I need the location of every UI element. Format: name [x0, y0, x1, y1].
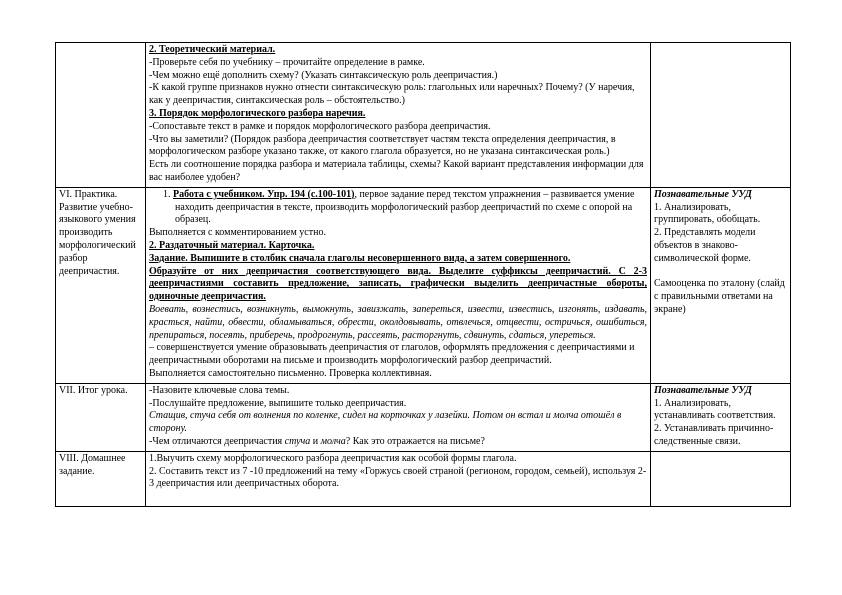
stage-cell: [56, 187, 146, 383]
text-run: 1.Выучить схему морфологического разбора деепричастия как особой формы глагола.: [149, 452, 517, 464]
text-run: 2. Представлять модели объектов в знаково-символической форме.: [654, 227, 756, 264]
text-run: Познавательные УУД: [654, 188, 752, 200]
paragraph: [59, 189, 142, 202]
paragraph: [59, 453, 142, 479]
paragraph: [149, 466, 647, 492]
lesson-plan-table: [55, 42, 791, 507]
paragraph: [654, 266, 787, 279]
paragraph: [149, 368, 647, 381]
text-run: -Чем можно ещё дополнить схему? (Указать синтаксическую роль деепричастия.): [149, 69, 498, 81]
text-run: -Проверьте себя по учебнику – прочитайте определение в рамке.: [149, 56, 425, 68]
paragraph: [654, 385, 787, 398]
text-run: VIII. Домашнее задание.: [59, 452, 126, 477]
text-run: 2. Раздаточный материал. Карточка.: [149, 239, 315, 251]
stage-cell: [56, 383, 146, 451]
text-run: – совершенствуется умение образовывать деепричастия от глаголов, оформлять предложения с деепричастиями и деепричастными оборотами на письме и производить морфологический разбор деепричастий.: [149, 342, 635, 367]
text-run: 2. Составить текст из 7 -10 предложений на тему «Горжусь своей страной (регионом, городом, семьей), используя 2-3 деепричастия или деепричастных оборота.: [149, 465, 647, 490]
text-run: 1. Анализировать, устанавливать соответствия.: [654, 397, 776, 422]
text-run: -Сопоставьте текст в рамке и порядок морфологического разбора деепричастия.: [149, 120, 491, 132]
stage-cell: [56, 43, 146, 188]
paragraph: [149, 227, 647, 240]
text-run: 3. Порядок морфологического разбора наречия.: [149, 107, 366, 119]
paragraph: [149, 385, 647, 398]
text-run: ? Как это отражается на письме?: [345, 435, 485, 447]
text-run: 2. Устанавливать причинно-следственные связи.: [654, 423, 774, 447]
text-run: -Назовите ключевые слова темы.: [149, 384, 290, 396]
paragraph: [149, 44, 647, 57]
text-run: -К какой группе признаков нужно отнести синтаксическую роль: глагольных или наречных? Почему? (У наречия, как у деепричастия, синтаксическая роль – обстоятельство.): [149, 82, 635, 107]
paragraph: [149, 70, 647, 83]
paragraph: [149, 121, 647, 134]
notes-cell: [651, 383, 791, 451]
text-run: VII. Итог урока.: [59, 384, 128, 396]
text-run: 1. Анализировать, группировать, обобщать.: [654, 201, 761, 226]
paragraph: [654, 227, 787, 265]
paragraph: [654, 202, 787, 228]
paragraph: [149, 189, 647, 227]
paragraph: [654, 423, 787, 449]
text-run: Выполняется с комментированием устно.: [149, 227, 326, 239]
paragraph: [149, 436, 647, 449]
content-cell: [146, 187, 651, 383]
text-run: , первое задание перед текстом упражнения – развивается умение находить деепричастия в тексте, производить морфологический разбор деепричастий по схеме с опорой на образец.: [175, 188, 635, 226]
text-run: молча: [320, 435, 346, 447]
table-row: [56, 43, 791, 188]
paragraph: [149, 240, 647, 253]
table-row: [56, 383, 791, 451]
notes-cell: [651, 451, 791, 506]
table-row: [56, 187, 791, 383]
text-run: Образуйте от них деепричастия соответствующего вида. Выделите суффиксы деепричастий. С 2-3 деепричастиями составить предложение, записать, графически выделить деепричастные обороты, одиночные деепричастия.: [149, 265, 647, 303]
paragraph: [149, 253, 647, 266]
paragraph: [654, 278, 787, 316]
stage-cell: [56, 451, 146, 506]
paragraph: [149, 82, 647, 108]
paragraph: [149, 410, 647, 436]
text-run: -Чем отличаются деепричастия: [149, 435, 285, 447]
paragraph: [149, 398, 647, 411]
text-run: Выполняется самостоятельно письменно. Проверка коллективная.: [149, 367, 432, 379]
notes-cell: [651, 43, 791, 188]
paragraph: [149, 108, 647, 121]
paragraph: [149, 453, 647, 466]
paragraph: [149, 491, 647, 504]
text-run: и: [310, 435, 321, 447]
text-run: Развитие учебно-языкового умения производить морфологический разбор деепричастия.: [59, 201, 136, 277]
text-run: 2. Теоретический материал.: [149, 44, 276, 55]
text-run: Стащив, стуча себя от волнения по коленке, сидел на корточках у лазейки. Потом он встал и молча отошёл в сторону.: [149, 410, 622, 435]
paragraph: [654, 398, 787, 424]
paragraph: [654, 189, 787, 202]
paragraph: [59, 385, 142, 398]
text-run: -Послушайте предложение, выпишите только деепричастия.: [149, 397, 407, 409]
paragraph: [149, 134, 647, 160]
table-row: [56, 451, 791, 506]
paragraph: [149, 342, 647, 368]
text-run: Задание. Выпишите в столбик сначала глаголы несовершенного вида, а затем совершенного.: [149, 252, 571, 264]
paragraph: [59, 202, 142, 279]
paragraph: [149, 266, 647, 304]
paragraph: [149, 57, 647, 70]
text-run: Работа с учебником. Упр. 194 (с.100-101): [173, 188, 355, 200]
content-cell: [146, 451, 651, 506]
paragraph: [149, 304, 647, 342]
text-run: 1.: [163, 188, 173, 200]
lesson-plan-table-body: [56, 43, 791, 507]
content-cell: [146, 43, 651, 188]
content-cell: [146, 383, 651, 451]
notes-cell: [651, 187, 791, 383]
text-run: Познавательные УУД: [654, 384, 752, 396]
text-run: Есть ли соотношение порядка разбора и материала таблицы, схемы? Какой вариант представления информации для вас наиболее удобен?: [149, 159, 644, 183]
text-run: -Что вы заметили? (Порядок разбора деепричастия соответствует частям текста определения деепричастия, в морфологическом разборе указано также, от какого глагола образуется, но не указана синтаксическая роль.): [149, 133, 616, 158]
text-run: VI. Практика.: [59, 188, 118, 200]
text-run: Самооценка по эталону (слайд с правильными ответами на экране): [654, 278, 785, 315]
text-run: Воевать, вознестись, возникнуть, вымокнуть, завизжать, запереться, извести, известись, изгонять, издавать, красться, найти, обвести, обламываться, обрести, околдовывать, отвлечься, отцвести, остричься, ошибиться, препираться, посеять, приберечь, продрогнуть, рассеять, расторгнуть, сдвинуть, сдаться, упереться.: [149, 303, 647, 341]
paragraph: [149, 159, 647, 185]
text-run: стуча: [284, 435, 311, 447]
